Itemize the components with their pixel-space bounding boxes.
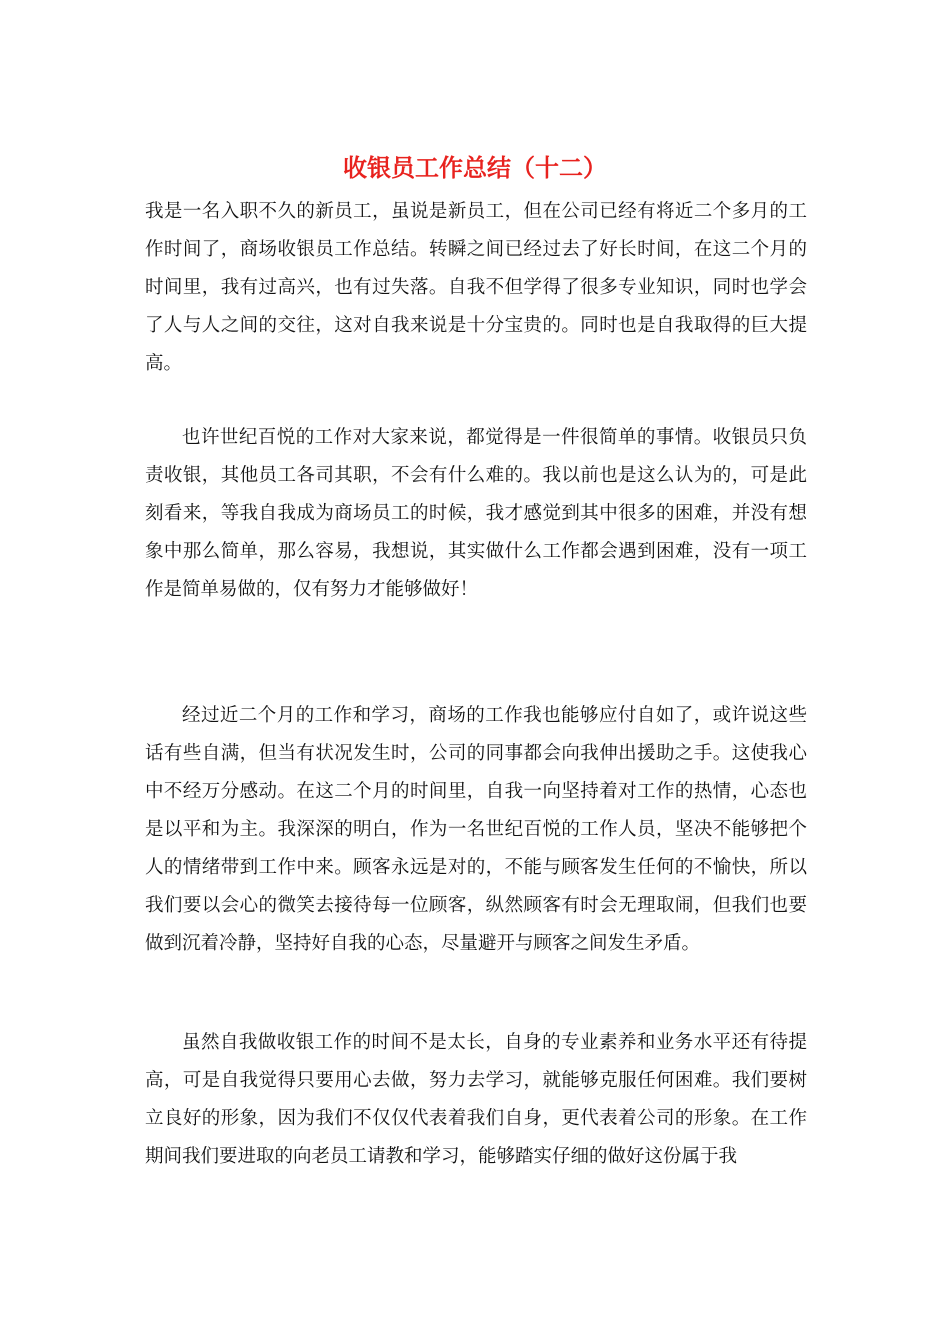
paragraph-3: 经过近二个月的工作和学习，商场的工作我也能够应付自如了，或许说这些话有些自满，但当有状况发生时，公司的同事都会向我伸出援助之手。这使我心中不经万分感动。在这二个月的时间里，自我一向坚持着对工作的热情，心态也是以平和为主。我深深的明白，作为一名世纪百悦的工作人员，坚决不能够把个人的情绪带到工作中来。顾客永远是对的，不能与顾客发生任何的不愉快，所以我们要以会心的微笑去接待每一位顾客，纵然顾客有时会无理取闹，但我们也要做到沉着冷静，坚持好自我的心态，尽量避开与顾客之间发生矛盾。: [145, 705, 807, 954]
paragraph-4: 虽然自我做收银工作的时间不是太长，自身的专业素养和业务水平还有待提高，可是自我觉得只要用心去做，努力去学习，就能够克服任何困难。我们要树立良好的形象，因为我们不仅仅代表着我们自身，更代表着公司的形象。在工作期间我们要进取的向老员工请教和学习，能够踏实仔细的做好这份属于我: [145, 1032, 807, 1167]
paragraph-2: 也许世纪百悦的工作对大家来说，都觉得是一件很简单的事情。收银员只负责收银，其他员工各司其职，不会有什么难的。我以前也是这么认为的，可是此刻看来，等我自我成为商场员工的时候，我才感觉到其中很多的困难，并没有想象中那么简单，那么容易，我想说，其实做什么工作都会遇到困难，没有一项工作是简单易做的，仅有努力才能够做好！: [145, 427, 807, 600]
paragraph-1: 我是一名入职不久的新员工，虽说是新员工，但在公司已经有将近二个多月的工作时间了，商场收银员工作总结。转瞬之间已经过去了好长时间，在这二个月的时间里，我有过高兴，也有过失落。自我不但学得了很多专业知识，同时也学会了人与人之间的交往，这对自我来说是十分宝贵的。同时也是自我取得的巨大提高。: [145, 201, 807, 374]
document-title: 收银员工作总结（十二）: [343, 153, 607, 182]
